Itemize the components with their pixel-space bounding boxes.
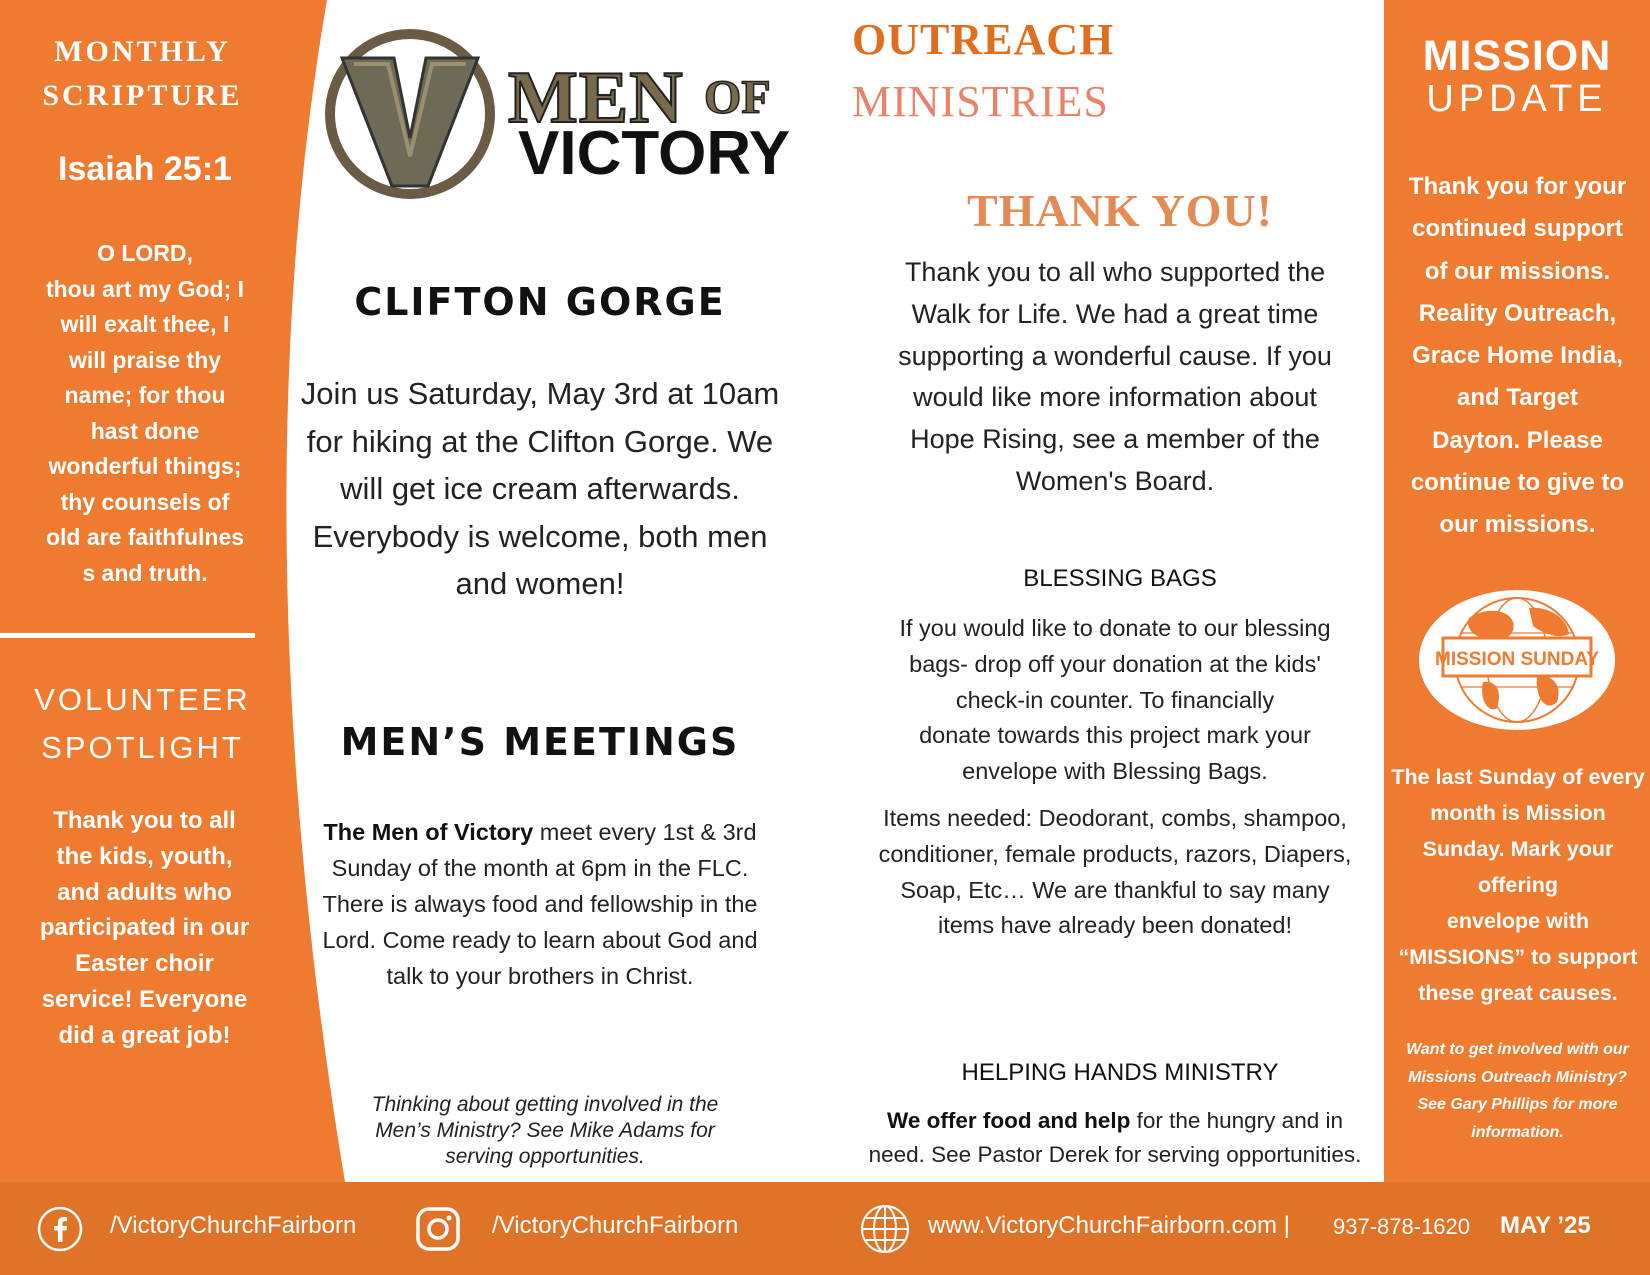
men-of-victory-logo-icon [324,28,496,200]
mission-sunday-text: The last Sunday of every month is Mission Sunday. Mark your offering envelope with “MISSIONS” to support these great causes. [1391,765,1645,1005]
mission-heading: MISSION [1422,32,1612,80]
issue-month: MAY ’25 [1500,1212,1591,1239]
logo-of-text: OF [704,71,771,124]
mission-sunday-logo [1417,588,1617,732]
volunteer-text: Thank you to all the kids, youth, and adults who participated in our Easter choir service! Everyone did a great job! [39,807,250,1049]
facebook-icon[interactable] [36,1205,84,1253]
blessing-bags-title: BLESSING BAGS [1023,565,1217,592]
scripture-heading: MONTHLY SCRIPTURE [42,35,243,112]
volunteer-heading: VOLUNTEER SPOTLIGHT [34,682,251,765]
logo-men-text: MEN [508,57,684,139]
mens-meetings-body: The Men of Victory meet every 1st & 3rd Sunday of the month at 6pm in the FLC. There is always food and fellowship in the Lord. Come ready to learn about God and talk to your brothers in Christ. [322,819,758,989]
outreach-title: OUTREACH [852,15,1115,64]
left-divider [0,633,268,638]
scripture-text: O LORD, thou art my God; I will exalt thee, I will praise thy name; for thou hast done wonderful things; thy counsels of old are faithfulnes s and truth. [45,240,245,586]
update-heading: UPDATE [1426,78,1608,120]
phone-number[interactable]: 937-878-1620 [1333,1214,1471,1239]
thank-you-body: Thank you to all who supported the Walk for Life. We had a great time supporting a wonderful cause. If you would like more information about Hope Rising, see a member of the Women's Board. [898,257,1332,496]
missions-involvement-note: Want to get involved with our Missions Outreach Ministry? See Gary Phillips for more information. [1406,1041,1629,1141]
helping-hands-title: HELPING HANDS MINISTRY [961,1059,1279,1086]
instagram-icon[interactable] [414,1205,462,1253]
globe-icon [858,1202,912,1256]
clifton-gorge-title: CLIFTON GORGE [354,280,726,324]
blessing-bags-body: If you would like to donate to our blessing bags- drop off your donation at the kids' check-in counter. To financially donate towards this project mark your envelope with Blessing Bags. [899,615,1331,785]
mission-sunday-badge: MISSION SUNDAY [1435,649,1599,670]
mens-ministry-note: Thinking about getting involved in the Men’s Ministry? See Mike Adams for serving opportunities. [371,1093,719,1168]
items-needed-body: Items needed: Deodorant, combs, shampoo, conditioner, female products, razors, Diapers, Soap, Etc… We are thankful to say many items have already been donated! [878,805,1352,939]
scripture-reference: Isaiah 25:1 [58,150,232,188]
website-link[interactable]: www.VictoryChurchFairborn.com | [928,1212,1290,1239]
instagram-handle-link[interactable]: /VictoryChurchFairborn [492,1212,739,1239]
ministries-title: MINISTRIES [852,77,1109,126]
logo-victory-text: VICTORY [518,119,791,188]
mens-meetings-title: MEN’S MEETINGS [340,720,740,764]
thank-you-title: THANK YOU! [966,185,1273,236]
facebook-handle-link[interactable]: /VictoryChurchFairborn [110,1212,357,1239]
helping-hands-body: We offer food and help for the hungry and in need. See Pastor Derek for serving opportunities. [868,1108,1362,1167]
clifton-gorge-body: Join us Saturday, May 3rd at 10am for hiking at the Clifton Gorge. We will get ice cream afterwards. Everybody is welcome, both men and women! [300,376,780,601]
mission-update-text: Thank you for your continued support of our missions. Reality Outreach, Grace Home India, and Target Dayton. Please continue to give to our missions. [1408,173,1627,539]
